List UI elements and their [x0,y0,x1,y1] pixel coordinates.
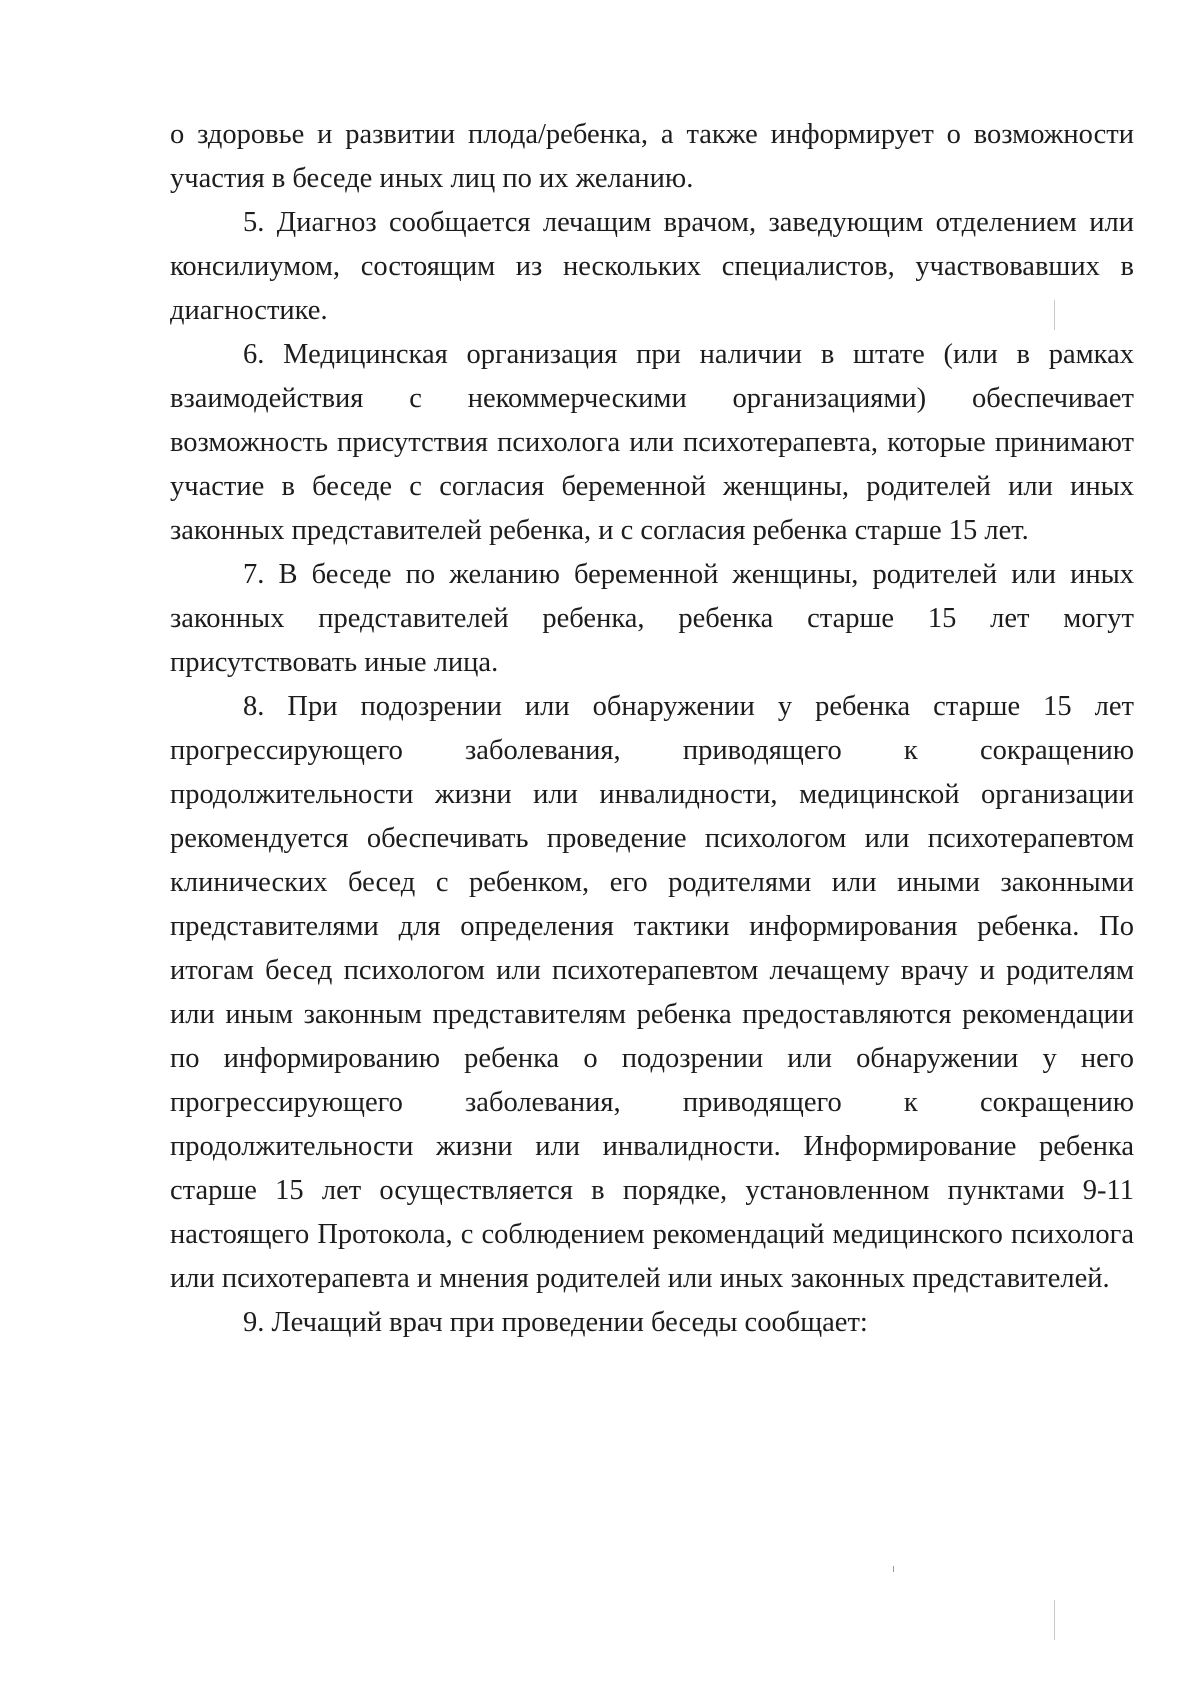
paragraph-item-9: 9. Лечащий врач при проведении беседы сообщает: [243,1307,868,1338]
paragraph-item-8: 8. При подозрении или обнаружении у ребенка старше 15 лет прогрессирующего заболевания, приводящего к сокращению продолжительности жизни или инвалидности, медицинской организации рекомендуется обеспечивать проведение психологом или психотерапевтом клинических бесед с ребенком, его родителями или иными законными представителями для определения тактики информирования ребенка. По итогам бесед психологом или психотерапевтом лечащему врачу и родителям или иным законным представителям ребенка предоставляются рекомендации по информированию ребенка о подозрении или обнаружении у него прогрессирующего заболевания, приводящего к сокращению продолжительности жизни или инвалидности. Информирование ребенка старше 15 лет осуществляется в порядке, установленном пунктами 9-11 настоящего Протокола, с соблюдением рекомендаций медицинского психолога или психотерапевта и мнения родителей или иных законных представителей. [170,691,1134,1294]
document-page [170,113,1134,1345]
scan-artifact [1054,1600,1055,1640]
paragraph-item-7: 7. В беседе по желанию беременной женщины, родителей или иных законных представителей ребенка, ребенка старше 15 лет могут присутствовать иные лица. [170,559,1134,678]
paragraph-continuation: о здоровье и развитии плода/ребенка, а также информирует о возможности участия в беседе иных лиц по их желанию. [170,119,1134,194]
paragraph-item-6: 6. Медицинская организация при наличии в штате (или в рамках взаимодействия с некоммерческими организациями) обеспечивает возможность присутствия психолога или психотерапевта, которые принимают участие в беседе с согласия беременной женщины, родителей или иных законных представителей ребенка, и с согласия ребенка старше 15 лет. [170,339,1134,546]
scan-artifact [893,1566,894,1572]
paragraph-item-5: 5. Диагноз сообщается лечащим врачом, заведующим отделением или консилиумом, состоящим из нескольких специалистов, участвовавших в диагностике. [170,207,1134,326]
scan-artifact [1054,300,1055,330]
